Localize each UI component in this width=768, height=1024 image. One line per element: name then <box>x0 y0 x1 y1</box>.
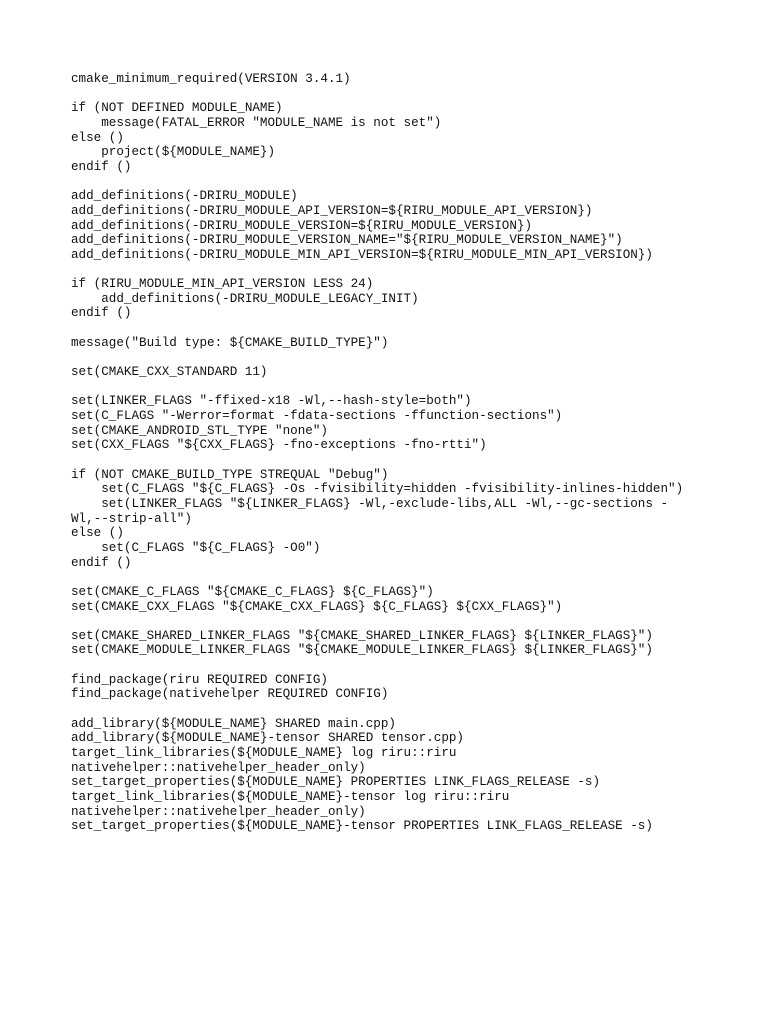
code-line <box>71 263 701 278</box>
code-line: set(CXX_FLAGS "${CXX_FLAGS} -fno-exceptions -fno-rtti") <box>71 438 487 453</box>
code-line: nativehelper::nativehelper_header_only) <box>71 760 366 775</box>
code-line <box>71 87 701 102</box>
code-line: project(${MODULE_NAME}) <box>71 145 276 160</box>
code-line: find_package(riru REQUIRED CONFIG) <box>71 672 328 687</box>
code-line: else () <box>71 130 124 145</box>
code-line: add_definitions(-DRIRU_MODULE_MIN_API_VERSION=${RIRU_MODULE_MIN_API_VERSION}) <box>71 247 653 262</box>
code-line: endif () <box>71 555 132 570</box>
code-line: set(C_FLAGS "${C_FLAGS} -O0") <box>71 540 321 555</box>
code-line: endif () <box>71 306 132 321</box>
code-line: set(CMAKE_MODULE_LINKER_FLAGS "${CMAKE_MODULE_LINKER_FLAGS} ${LINKER_FLAGS}") <box>71 643 653 658</box>
code-line: set(C_FLAGS "${C_FLAGS} -Os -fvisibility=hidden -fvisibility-inlines-hidden") <box>71 482 684 497</box>
code-line: set(CMAKE_CXX_FLAGS "${CMAKE_CXX_FLAGS} ${C_FLAGS} ${CXX_FLAGS}") <box>71 599 563 614</box>
code-line <box>71 350 701 365</box>
code-line: set(CMAKE_C_FLAGS "${CMAKE_C_FLAGS} ${C_FLAGS}") <box>71 584 434 599</box>
code-line <box>71 658 701 673</box>
code-line: add_library(${MODULE_NAME}-tensor SHARED tensor.cpp) <box>71 731 464 746</box>
code-line: set(CMAKE_CXX_STANDARD 11) <box>71 365 268 380</box>
cmake-code-block <box>71 72 701 834</box>
code-line: endif () <box>71 159 132 174</box>
code-line: cmake_minimum_required(VERSION 3.4.1) <box>71 72 351 86</box>
code-line: message("Build type: ${CMAKE_BUILD_TYPE}") <box>71 335 389 350</box>
code-line: set(CMAKE_SHARED_LINKER_FLAGS "${CMAKE_SHARED_LINKER_FLAGS} ${LINKER_FLAGS}") <box>71 628 653 643</box>
code-line: Wl,--strip-all") <box>71 511 192 526</box>
code-line <box>71 702 701 717</box>
code-line: find_package(nativehelper REQUIRED CONFIG) <box>71 687 389 702</box>
code-line: add_definitions(-DRIRU_MODULE_LEGACY_INIT) <box>71 291 419 306</box>
code-line: add_definitions(-DRIRU_MODULE_VERSION=${RIRU_MODULE_VERSION}) <box>71 218 533 233</box>
code-line: add_definitions(-DRIRU_MODULE_API_VERSION=${RIRU_MODULE_API_VERSION}) <box>71 203 593 218</box>
code-line: message(FATAL_ERROR "MODULE_NAME is not set") <box>71 115 442 130</box>
code-line <box>71 380 701 395</box>
code-line: set_target_properties(${MODULE_NAME} PROPERTIES LINK_FLAGS_RELEASE -s) <box>71 775 601 790</box>
code-line: add_definitions(-DRIRU_MODULE) <box>71 189 298 204</box>
code-line: if (NOT CMAKE_BUILD_TYPE STREQUAL "Debug") <box>71 467 389 482</box>
code-line: add_definitions(-DRIRU_MODULE_VERSION_NAME="${RIRU_MODULE_VERSION_NAME}") <box>71 233 623 248</box>
code-line <box>71 175 701 190</box>
code-line <box>71 453 701 468</box>
code-line: set(C_FLAGS "-Werror=format -fdata-sections -ffunction-sections") <box>71 409 563 423</box>
code-line: else () <box>71 526 124 541</box>
code-line <box>71 321 701 336</box>
code-line: if (NOT DEFINED MODULE_NAME) <box>71 101 283 116</box>
code-line <box>71 614 701 629</box>
code-line: set(LINKER_FLAGS "${LINKER_FLAGS} -Wl,-exclude-libs,ALL -Wl,--gc-sections - <box>71 496 669 511</box>
code-line: if (RIRU_MODULE_MIN_API_VERSION LESS 24) <box>71 277 374 292</box>
code-line: set(LINKER_FLAGS "-ffixed-x18 -Wl,--hash-style=both") <box>71 394 472 409</box>
code-line: set_target_properties(${MODULE_NAME}-tensor PROPERTIES LINK_FLAGS_RELEASE -s) <box>71 819 653 834</box>
code-line: target_link_libraries(${MODULE_NAME}-tensor log riru::riru <box>71 789 510 804</box>
code-line: set(CMAKE_ANDROID_STL_TYPE "none") <box>71 423 328 438</box>
code-line: nativehelper::nativehelper_header_only) <box>71 804 366 819</box>
code-line: target_link_libraries(${MODULE_NAME} log riru::riru <box>71 746 457 761</box>
code-line: add_library(${MODULE_NAME} SHARED main.cpp) <box>71 716 396 731</box>
code-line <box>71 570 701 585</box>
